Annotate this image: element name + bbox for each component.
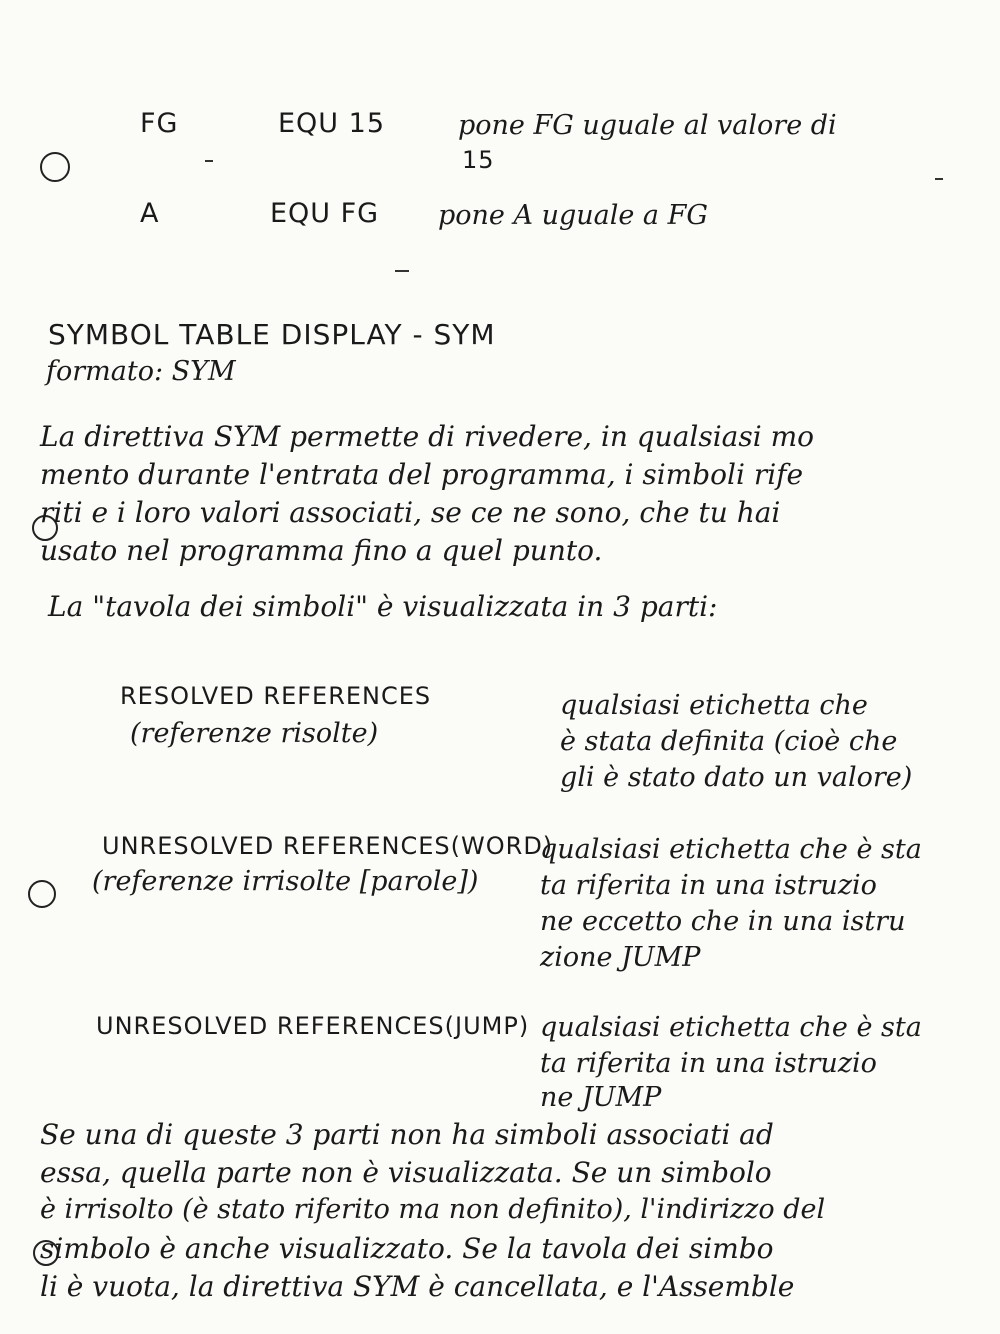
part-name: UNRESOLVED REFERENCES(WORD): [102, 832, 554, 860]
equ-op-a: EQU FG: [270, 198, 380, 229]
intro-line: La direttiva SYM permette di rivedere, in qualsiasi mo: [40, 420, 815, 453]
intro-line: mento durante l'entrata del programma, i simboli rife: [40, 458, 804, 491]
part-desc-line: zione JUMP: [540, 942, 701, 973]
part-desc-line: ta riferita in una istruzio: [540, 870, 877, 901]
intro-line: riti e i loro valori associati, se ce ne sono, che tu hai: [40, 496, 781, 529]
part-name: RESOLVED REFERENCES: [120, 682, 432, 710]
binder-hole-mark: [40, 152, 70, 182]
closing-line: li è vuota, la direttiva SYM è cancellata, e l'Assemble: [40, 1270, 795, 1303]
equ-op-fg: EQU 15: [278, 108, 386, 139]
section-format: formato: SYM: [46, 356, 236, 387]
equ-label-a: A: [140, 198, 160, 229]
equ-desc-fg: pone FG uguale al valore di: [458, 110, 837, 141]
part-desc-line: qualsiasi etichetta che è sta: [540, 1012, 922, 1043]
part-translation: (referenze irrisolte [parole]): [92, 866, 479, 897]
stray-mark: [205, 160, 213, 162]
table-intro: La "tavola dei simboli" è visualizzata in 3 parti:: [48, 590, 718, 623]
closing-line: simbolo è anche visualizzato. Se la tavola dei simbo: [40, 1232, 774, 1265]
part-desc-line: qualsiasi etichetta che: [560, 690, 868, 721]
binder-hole-mark: [28, 880, 56, 908]
part-desc-line: gli è stato dato un valore): [560, 762, 913, 793]
intro-line: usato nel programma fino a quel punto.: [40, 534, 603, 567]
part-desc-line: ta riferita in una istruzio: [540, 1048, 877, 1079]
part-translation: (referenze risolte): [130, 718, 379, 749]
closing-line: è irrisolto (è stato riferito ma non definito), l'indirizzo del: [40, 1194, 826, 1225]
closing-line: Se una di queste 3 parti non ha simboli associati ad: [40, 1118, 774, 1151]
equ-label-fg: FG: [140, 108, 179, 139]
part-desc-line: ne JUMP: [540, 1082, 662, 1113]
part-desc-line: ne eccetto che in una istru: [540, 906, 906, 937]
equ-desc-a: pone A uguale a FG: [438, 200, 708, 231]
part-desc-line: è stata definita (cioè che: [560, 726, 898, 757]
part-desc-line: qualsiasi etichetta che è sta: [540, 834, 922, 865]
stray-mark: [935, 178, 943, 180]
closing-line: essa, quella parte non è visualizzata. Se un simbolo: [40, 1156, 772, 1189]
equ-desc-fg-value: 15: [462, 146, 495, 174]
section-title: SYMBOL TABLE DISPLAY - SYM: [48, 318, 496, 351]
part-name: UNRESOLVED REFERENCES(JUMP): [96, 1012, 530, 1040]
stray-mark: [395, 270, 409, 272]
